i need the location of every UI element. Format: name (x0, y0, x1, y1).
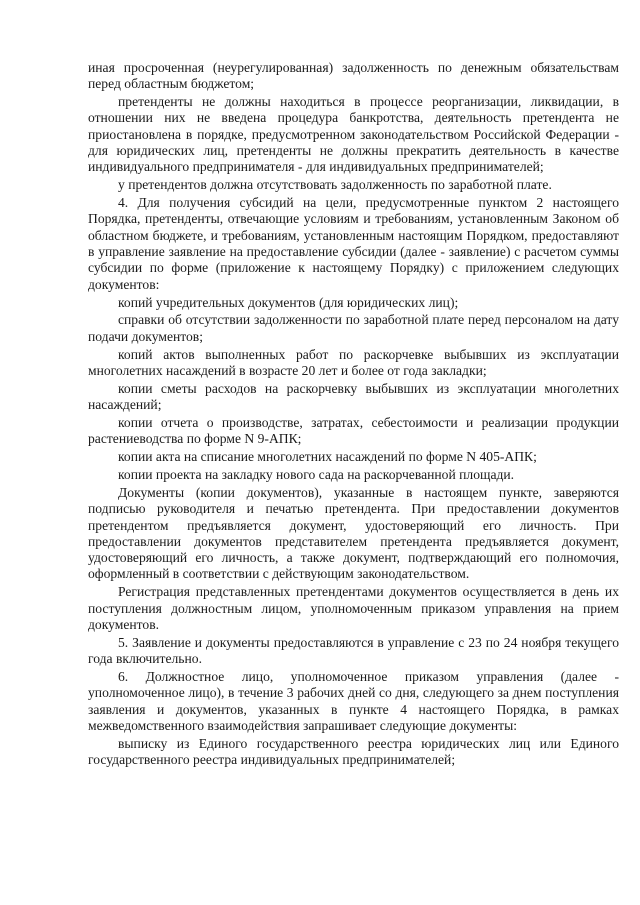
paragraph: 5. Заявление и документы предоставляются в управление с 23 по 24 ноября текущего года включительно. (88, 634, 619, 667)
paragraph: копии отчета о производстве, затратах, себестоимости и реализации продукции растениеводства по форме N 9-АПК; (88, 414, 619, 447)
paragraph: копии сметы расходов на раскорчевку выбывших из эксплуатации многолетних насаждений; (88, 380, 619, 413)
paragraph: справки об отсутствии задолженности по заработной плате перед персоналом на дату подачи документов; (88, 312, 619, 344)
paragraph: у претендентов должна отсутствовать задолженность по заработной плате. (118, 177, 552, 193)
paragraph: иная просроченная (неурегулированная) задолженность по денежным обязательствам перед областным бюджетом; (88, 60, 619, 92)
paragraph: копий актов выполненных работ по раскорчевке выбывших из эксплуатации многолетних насаждений в возрасте 20 лет и более от года закладки; (88, 346, 619, 378)
paragraph: копии проекта на закладку нового сада на раскорчеванной площади. (118, 467, 515, 483)
paragraph: 4. Для получения субсидий на цели, предусмотренные пунктом 2 настоящего Порядка, претенденты, отвечающие условиям и требованиям, установленным Законом об областном бюджете, и требованиям, установленным настоящим Порядком, предоставляют в управление заявление на предоставление субсидии (далее - заявление) с расчетом суммы субсидии по форме (приложение к настоящему Порядку) с приложением следующих документов: (88, 195, 619, 292)
paragraph: копии акта на списание многолетних насаждений по форме N 405-АПК; (118, 449, 537, 465)
document-body (88, 60, 619, 770)
paragraph: Регистрация представленных претендентами документов осуществляется в день их поступления должностным лицом, уполномоченным приказом управления на прием документов. (88, 584, 619, 632)
paragraph: 6. Должностное лицо, уполномоченное приказом управления (далее - уполномоченное лицо), в течение 3 рабочих дней со дня, следующего за днем поступления заявления и документов, указанных в пункте 4 настоящего Порядка, в рамках межведомственного взаимодействия запрашивает следующие документы: (88, 669, 619, 733)
paragraph: претенденты не должны находиться в процессе реорганизации, ликвидации, в отношении них не введена процедура банкротства, деятельность претендента не приостановлена в порядке, предусмотренном законодательством Российской Федерации - для юридических лиц, претенденты не должны прекратить деятельность в качестве индивидуального предпринимателя - для индивидуальных предпринимателей; (88, 94, 619, 175)
paragraph: копий учредительных документов (для юридических лиц); (118, 294, 459, 310)
paragraph: Документы (копии документов), указанные в настоящем пункте, заверяются подписью руководителя и печатью претендента. При предоставлении документов претендентом предъявляется документ, удостоверяющий его личность. При предоставлении документов представителем претендента предъявляется документ, удостоверяющий его личность, а также документ, подтверждающий его полномочия, оформленный в соответствии с действующим законодательством. (88, 484, 619, 582)
paragraph: выписку из Единого государственного реестра юридических лиц или Единого государственного реестра индивидуальных предпринимателей; (88, 735, 619, 768)
